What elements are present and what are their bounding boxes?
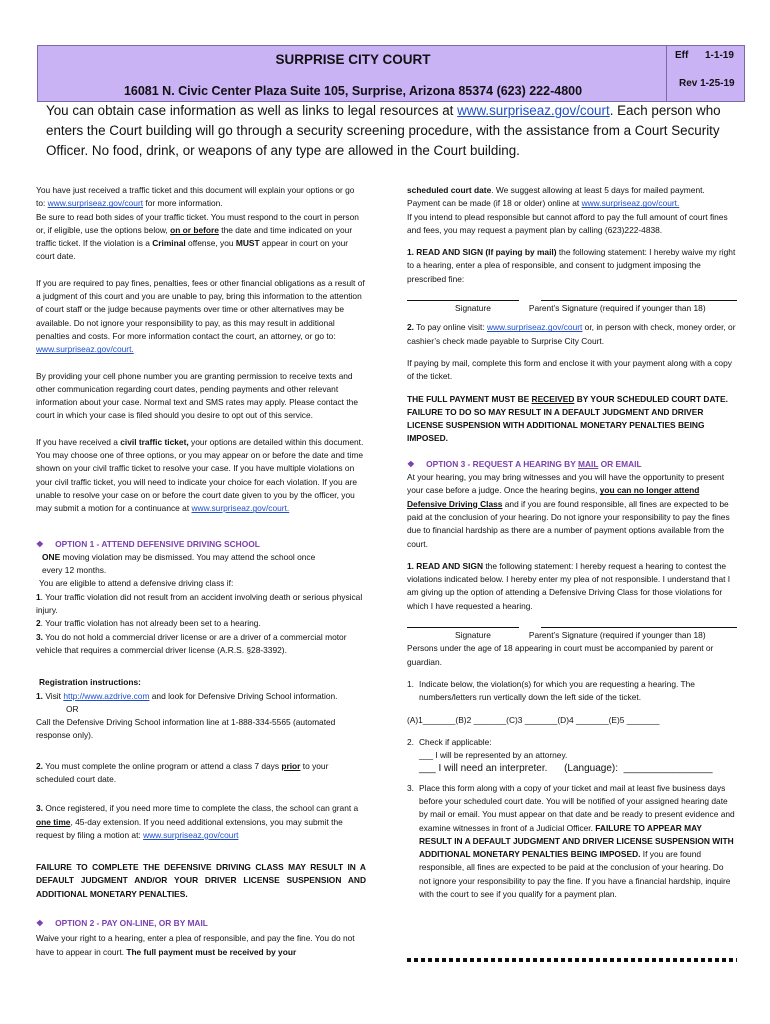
attorney-checkbox[interactable]: ___ I will be represented by an attorney.	[419, 750, 568, 761]
text: You must complete the online program or attend a class 7 days	[43, 760, 282, 771]
waive-statement	[407, 246, 737, 286]
text: Waive your right to a hearing, enter a plea of responsible, and pay the fine. You do not have to appear in court.	[36, 933, 355, 957]
text: . We suggest allowing at least 5 days for mailed payment.	[491, 185, 705, 195]
cut-line	[407, 958, 737, 962]
option2-heading: ❖ OPTION 2 - PAY ON-LINE, OR BY MAIL	[36, 918, 208, 929]
sms-consent-paragraph: By providing your cell phone number you are granting permission to receive texts and other communication regarding court dates, pending payments and other relevant information about your case. Normal text and SMS rates may apply. Please contact the court in which your case is filed should you desire to opt out of this service.	[36, 370, 358, 421]
one-time-word: one time	[36, 816, 71, 827]
financial-obligations-paragraph	[36, 277, 366, 357]
revision-date: Rev 1-25-19	[679, 78, 735, 89]
eligibility-item-1	[36, 591, 366, 618]
one-word: ONE	[42, 551, 61, 562]
text: . Your traffic violation did not result from an accident involving death or serious physical injury.	[36, 591, 363, 616]
violation-boxes[interactable]: (A)1_______(B)2 _______(C)3 _______(D)4 _______(E)5 _______	[407, 714, 660, 725]
interpreter-checkbox[interactable]: ___ I will need an interpreter. (Language): ________________	[419, 763, 713, 775]
num: 3.	[407, 782, 414, 793]
text: THE FULL PAYMENT MUST BE	[407, 393, 532, 404]
intro-text-2: . Each person who enters the Court building will go through a security screening procedure, with the assistance from a Court Security Officer. No food, drink, or weapons of any type are allowed in the Court building.	[46, 103, 721, 158]
text: or, in person with check, money order, or cashier’s check made payable to Surprise City Court.	[407, 322, 736, 346]
num: 2.	[36, 760, 43, 771]
num: 1.	[407, 678, 414, 689]
effective-date: Eff 1-1-19	[675, 50, 734, 61]
option1-frequency: every 12 months.	[42, 565, 107, 576]
signature-line[interactable]	[407, 292, 519, 301]
court-address: 16081 N. Civic Center Plaza Suite 105, Surprise, Arizona 85374 (623) 222-4800	[123, 84, 583, 98]
text: the following statement: I hereby waive my right to a hearing, enter a plea of responsible, and consent to judgment imposing the prescribed fine:	[407, 247, 736, 284]
hearing-statement	[407, 560, 737, 613]
text: appear in court on your court date.	[36, 238, 349, 262]
or-text: OR	[66, 703, 79, 714]
civil-ticket-paragraph	[36, 436, 366, 516]
payment-info	[407, 184, 737, 197]
parent-signature-label: Parent’s Signature (required if younger than 18)	[528, 303, 706, 314]
online-payment-info	[407, 197, 737, 210]
parent-signature-line[interactable]	[541, 619, 737, 628]
payment-deadline: The full payment must be received by your	[126, 946, 297, 957]
eligibility-item-2	[36, 617, 366, 630]
text: Be sure to read both sides of your traffic ticket. You must respond to the court in person or, if eligible, use the options below,	[36, 211, 359, 235]
text: your options are detailed within this document. You may choose one of three options, or you may appear on or before the date and time shown on your civil traffic ticket to resolve your case. If you have multiple violations on your civil traffic ticket, you will need to indicate your choice for each violation. If you are unable to resolve your case on or before the court date given to you by the officer, you may submit a motion for a continuance at	[36, 436, 364, 514]
option2-text	[36, 932, 366, 959]
online-payment-step	[407, 321, 737, 348]
website-link[interactable]: www.surpriseaz.gov/court.	[581, 198, 680, 209]
option1-intro	[42, 551, 366, 564]
text: the following statement: I hereby request a hearing to contest the violations indicated below. I hereby enter my plea of not responsible. I understand that I am giving up the option of attending a Defensive Driving Class for those violations for which I have requested a hearing.	[407, 560, 731, 611]
signature-label: Signature	[455, 303, 491, 314]
website-link[interactable]: www.surpriseaz.gov/court	[486, 322, 583, 333]
intro-paragraph	[46, 101, 736, 161]
on-or-before: on or before	[170, 224, 219, 235]
court-header	[37, 45, 745, 102]
payment-plan-info: If you intend to plead responsible but cannot afford to pay the full amount of court fines and fees, you may request a payment plan by calling (623)222-4838.	[407, 211, 728, 235]
num: 2.	[407, 736, 414, 747]
signature-line[interactable]	[407, 619, 519, 628]
failure-to-appear: FAILURE TO APPEAR MAY RESULT IN A DEFAULT JUDGMENT AND DRIVER LICENSE SUSPENSION WITH ADDITIONAL MONETARY PENALTIES BEING IMPOSED.	[419, 822, 734, 860]
option3-heading	[407, 458, 737, 471]
header-divider	[666, 46, 667, 101]
num: 3.	[36, 803, 43, 814]
registration-step-2	[36, 760, 366, 787]
text: for more information.	[143, 198, 223, 209]
option1-heading: ❖ OPTION 1 - ATTEND DEFENSIVE DRIVING SCHOOL	[36, 538, 260, 549]
parent-signature-line[interactable]	[541, 292, 737, 301]
mail-payment-info: If paying by mail, complete this form and enclose it with your payment along with a copy of the ticket.	[407, 357, 732, 382]
num: 1	[36, 591, 41, 602]
text: . Your traffic violation has not already been set to a hearing.	[40, 618, 261, 629]
azdrive-link[interactable]: http://www.azdrive.com	[63, 690, 150, 701]
text: Once registered, if you need more time to complete the class, the school can grant a	[43, 803, 359, 814]
no-longer-ddc: you can no longer attend Defensive Driving Class	[407, 485, 700, 509]
text: If you have received a	[36, 436, 121, 447]
website-link[interactable]: www.surpriseaz.gov/court.	[191, 503, 290, 514]
registration-step-3	[36, 802, 366, 842]
minor-notice: Persons under the age of 18 appearing in court must be accompanied by parent or guardian.	[407, 643, 714, 667]
text: the date and time indicated on your traffic ticket. If the violation is a	[36, 224, 353, 249]
text: Check if applicable:	[419, 736, 492, 747]
text: and if you are found responsible, all fines are expected to be paid at the conclusion of your hearing. Do not ignore your responsibility to pay the fines due to financial hardship as there are a number of payment options available from the court.	[407, 498, 730, 549]
mail-word: MAIL	[578, 458, 599, 469]
read-and-sign: 1. READ AND SIGN (If paying by mail)	[407, 247, 557, 258]
num: 2.	[407, 322, 414, 333]
website-link[interactable]: www.surpriseaz.gov/court	[47, 198, 144, 209]
text: offense, you	[185, 238, 236, 249]
left-column	[36, 184, 366, 959]
website-link[interactable]: www.surpriseaz.gov/court	[143, 829, 239, 840]
read-and-sign: 1. READ AND SIGN	[407, 560, 484, 571]
website-link[interactable]: www.surpriseaz.gov/court.	[36, 344, 134, 355]
num: 2	[36, 618, 41, 629]
text: Place this form along with a copy of your ticket and mail at least five business days before your scheduled court date. You will be notified of your assigned hearing date by mail or email. You must appear on that date and be ready to present evidence and examine witnesses in front of a Judicial Officer.	[419, 782, 735, 833]
scheduled-date: scheduled court date	[407, 185, 492, 195]
parent-signature-label: Parent’s Signature (required if younger than 18)	[528, 630, 706, 641]
registration-step-1	[36, 690, 366, 703]
eligibility-item-3	[36, 631, 366, 658]
civil-ticket-word: civil traffic ticket,	[120, 436, 189, 447]
registration-heading: Registration instructions:	[39, 677, 141, 688]
text: , 45-day extension. If you need additional extensions, you may submit the request by filing a motion at:	[36, 816, 343, 840]
criminal-word: Criminal	[152, 238, 186, 249]
applicable-heading	[407, 736, 737, 749]
intro-text: You can obtain case information as well as links to legal resources at	[46, 103, 458, 118]
received-word: RECEIVED	[531, 393, 575, 404]
text: ❖ OPTION 3 - REQUEST A HEARING BY	[407, 458, 578, 469]
mail-instructions	[407, 782, 737, 902]
text: If you are required to pay fines, penalties, fees or other financial obligations as a result of a judgment of this court and you are unable to pay, bring this information to the attention of court staff or the judge because payments over time or other alternatives may be available. Do not ignore your responsibility to pay, as this may result in additional penalties and costs. For more information contact the court, an attorney, or go to:	[36, 277, 365, 341]
intro-ticket-paragraph	[36, 184, 366, 264]
text: You do not hold a commercial driver license or are a driver of a commercial motor vehicle that requires a commercial driver license (A.R.S. §28-3392).	[36, 631, 347, 655]
signature-label: Signature	[455, 630, 491, 641]
court-title: SURPRISE CITY COURT	[275, 52, 431, 67]
text: If you are found responsible, all fines are expected to be paid at the conclusion of your hearing. Do not ignore your responsibility to pay the fine. If you have a financial hardship, inquire with the court to see if you qualify for a payment plan.	[419, 849, 731, 900]
text: and look for Defensive Driving School information.	[149, 690, 338, 701]
full-payment-warning	[407, 393, 737, 446]
text: OR EMAIL	[598, 458, 642, 469]
must-word: MUST	[235, 238, 260, 249]
text: Visit	[43, 690, 64, 701]
text: Payment can be made (if 18 or older) online at	[407, 198, 582, 209]
right-column	[407, 184, 737, 901]
num: 3.	[36, 631, 43, 642]
text: to your scheduled court date.	[36, 760, 329, 784]
prior-word: prior	[281, 760, 301, 771]
ddc-failure-warning: FAILURE TO COMPLETE THE DEFENSIVE DRIVING CLASS MAY RESULT IN A DEFAULT JUDGMENT AND/OR YOUR DRIVER LICENSE SUSPENSION AND ADDITIONAL MONETARY PENALTIES.	[36, 862, 366, 899]
option3-text	[407, 471, 737, 551]
text: You have just received a traffic ticket and this document will explain your options or go to:	[36, 185, 355, 209]
text: BY YOUR SCHEDULED COURT DATE. FAILURE TO DO SO MAY RESULT IN A DEFAULT JUDGMENT AND DRIVER LICENSE SUSPENSION WITH ADDITIONAL MONETARY PENALTIES BEING IMPOSED.	[407, 393, 728, 444]
registration-phone: Call the Defensive Driving School information line at 1-888-334-5565 (automated response only).	[36, 717, 336, 741]
num: 1.	[36, 690, 43, 701]
option1-eligibility: You are eligible to attend a defensive driving class if:	[39, 578, 234, 589]
court-website-link[interactable]: www.surpriseaz.gov/court	[457, 103, 610, 118]
text: To pay online visit:	[414, 322, 487, 333]
violation-instruction	[407, 678, 737, 705]
text: At your hearing, you may bring witnesses and you will have the opportunity to present your case before a judge. Once the hearing begins,	[407, 472, 725, 496]
text: Indicate below, the violation(s) for which you are requesting a hearing. The numbers/letters run vertically down the left side of the ticket.	[419, 678, 695, 703]
text: moving violation may be dismissed. You may attend the school once	[60, 551, 316, 562]
